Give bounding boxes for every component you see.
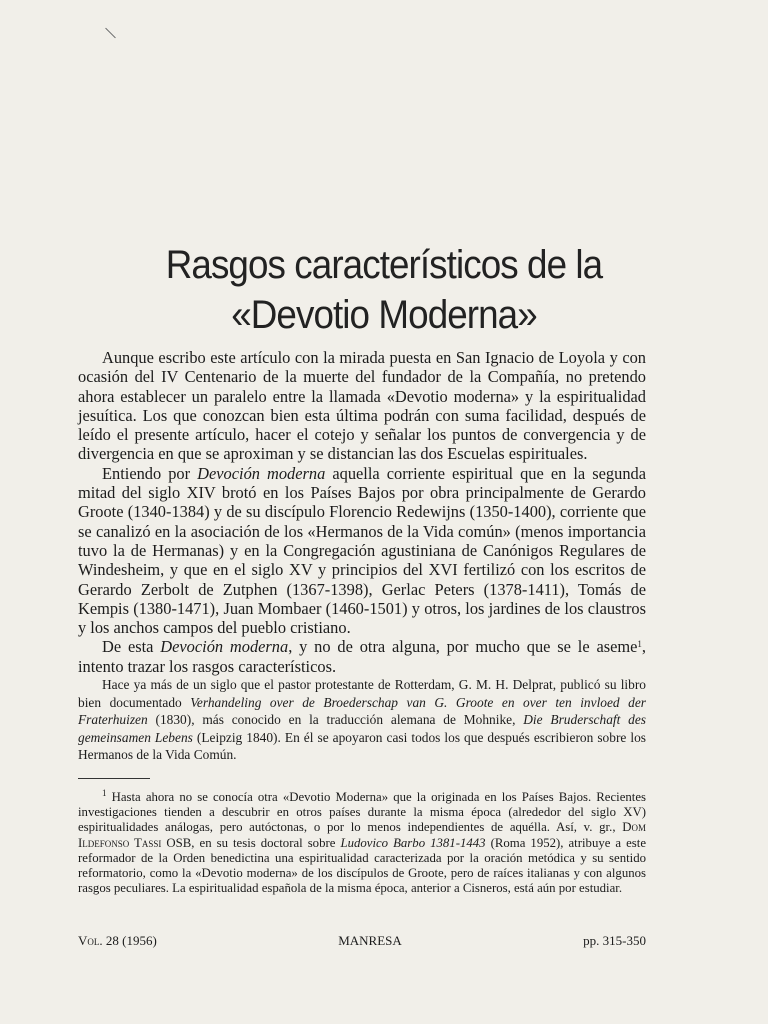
article-title: [86, 240, 682, 340]
intro-italic-2: Die Bruderschaft des gemeinsamen Lebens: [78, 712, 646, 745]
footnote-text: [78, 790, 646, 896]
intro-italic-1: Verhandeling over de Broederschap van G. Groote en over ten invloed der Fraterhuizen: [78, 694, 646, 727]
paragraph-3-italic: Devoción moderna: [160, 637, 289, 657]
footer-volume: Vol. 28 (1956): [78, 933, 157, 948]
paragraph-2-italic: Devoción moderna: [197, 463, 326, 483]
paragraph-2-text-b: aquella corriente espiritual que en la segunda mitad del siglo XIV brotó en los Países Bajos por obra principalmente de Gerardo Groote (1340-1384) y de su discípulo Florencio Redewijns (1350-1400), corriente que se canalizó en la asociación de los «Hermanos de la Vida común» (menos importancia tuvo la de Hermanas) y en la Congregación agustiniana de Canónigos Regulares de Windesheim, y que en el siglo XV y principios del XVI fertilizó con los escritos de Gerardo Zerbolt de Zutphen (1367-1398), Gerlac Peters (1378-1411), Tomás de Kempis (1380-1471), Juan Mombaer (1460-1501) y otros, los jardines de los claustros y los anchos campos del pueblo cristiano.: [78, 463, 646, 638]
intro-text-c: (Leipzig 1840). En él se apoyaron casi todos los que después escribieron sobre los Hermanos de la Vida Común.: [78, 729, 647, 762]
article-body: [78, 348, 646, 676]
paragraph-3-text-a: De esta: [102, 637, 161, 657]
page-footer: [78, 933, 646, 949]
paragraph-3-text-b: , y no de otra alguna, por mucho que se le aseme: [288, 637, 638, 657]
paragraph-3: [78, 637, 646, 676]
title-line-2: «Devotio Moderna»: [231, 293, 537, 337]
intro-small-paragraph: [78, 676, 646, 764]
footnote-text-a: Hasta ahora no se conocía otra «Devotio Moderna» que la originada en los Países Bajos. Recientes investigaciones tienden a descubrir en otros países durante la misma época (alrededor del siglo XV) espiritualidades análogas, pero autóctonas, o por lo menos independientes de aquélla. Así, v. gr.,: [78, 790, 646, 835]
footer-journal: MANRESA: [338, 933, 402, 948]
intro-text-b: (1830), más conocido en la traducción alemana de Mohnike,: [147, 712, 524, 727]
footnote-italic: Ludovico Barbo 1381-1443: [340, 835, 486, 850]
intro-small-text: [78, 676, 646, 764]
footnote-author: Dom Ildefonso Tassi OSB: [78, 820, 646, 850]
footnote: [78, 790, 646, 896]
paragraph-2: [78, 464, 646, 638]
paragraph-1: Aunque escribo este artículo con la mirada puesta en San Ignacio de Loyola y con ocasión del IV Centenario de la muerte del fundador de la Compañía, no pretendo ahora establecer un paralelo entre la llamada «Devotio moderna» y la espiritualidad jesuítica. Los que conozcan bien esta última podrán con suma facilidad, después de leído el presente artículo, hacer el cotejo y señalar los puntos de convergencia y de divergencia en que se aproximan y se distancian las dos Escuelas espirituales.: [78, 348, 646, 464]
pen-mark: [105, 28, 116, 39]
paragraph-2-text-a: Entiendo por: [102, 463, 198, 483]
footnote-number: 1: [102, 788, 107, 798]
footer-pages: pp. 315-350: [583, 933, 646, 948]
intro-text-a: Hace ya más de un siglo que el pastor protestante de Rotterdam, G. M. H. Delprat, publicó su libro bien documentado: [78, 677, 646, 710]
footnote-text-c: (Roma 1952), atribuye a este reformador de la Orden benedictina una espiritualidad caracterizada por la oración metódica y su sentido reformatorio, como la «Devotio moderna» de los discípulos de Groote, pero de raíces italianas y con algunos rasgos peculiares. La espiritualidad española de la misma época, anterior a Cisneros, está aún por estudiar.: [78, 835, 647, 896]
footnote-divider: [78, 778, 150, 779]
title-line-1: Rasgos característicos de la: [165, 243, 603, 287]
footnote-text-b: , en su tesis doctoral sobre: [191, 835, 341, 850]
paragraph-3-text-c: , intento trazar los rasgos característicos.: [78, 637, 647, 676]
footnote-ref: 1: [637, 639, 642, 650]
